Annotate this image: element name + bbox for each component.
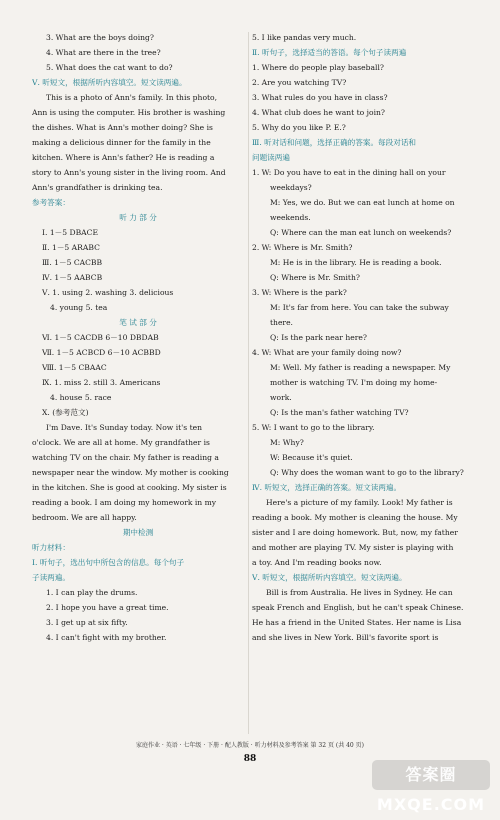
text-line: 3. I get up at six fifty. — [46, 618, 128, 627]
text-line: 5. W: I want to go to the library. — [252, 423, 375, 432]
section-heading: 听 力 部 分 — [119, 213, 157, 222]
text-line: M: He is in the library. He is reading a book. — [270, 258, 442, 267]
text-line: 2. Are you watching TV? — [252, 78, 347, 87]
section-heading: 子读两遍。 — [32, 573, 70, 582]
section-heading: Ⅰ. 听句子，选出句中所包含的信息。每个句子 — [32, 558, 185, 567]
text-line: Ⅳ. 1－5 AABCB — [42, 273, 103, 282]
text-line: Ann is using the computer. His brother is washing — [32, 108, 226, 117]
text-line: work. — [270, 393, 292, 402]
text-line: W: Because it's quiet. — [270, 453, 353, 462]
text-line: 1. W: Do you have to eat in the dining hall on your — [252, 168, 446, 177]
text-line: bedroom. We are all happy. — [32, 513, 137, 522]
section-heading: Ⅲ. 听对话和问题，选择正确的答案。每段对话和 — [252, 138, 417, 147]
text-line: there. — [270, 318, 293, 327]
text-line: He has a friend in the United States. Her name is Lisa — [252, 618, 462, 627]
text-line: kitchen. Where is Ann's father? He is reading a — [32, 153, 215, 162]
text-line: watching TV on the chair. My father is reading a — [32, 453, 219, 462]
page-number: 88 — [243, 754, 257, 764]
section-heading: Ⅳ. 听短文，选择正确的答案。短文读两遍。 — [252, 483, 402, 492]
text-line: 4. What are there in the tree? — [46, 48, 161, 57]
text-line: o'clock. We are all at home. My grandfather is — [32, 438, 210, 447]
right-column — [252, 30, 478, 645]
text-line: 1. I can play the drums. — [46, 588, 138, 597]
text-line: reading a book. I am doing my homework in my — [32, 498, 217, 507]
text-line: Ⅸ. 1. miss 2. still 3. Americans — [42, 378, 161, 387]
text-line: newspaper near the window. My mother is cooking — [32, 468, 229, 477]
text-line: Ⅱ. 1－5 ARABC — [42, 243, 100, 252]
text-line: 4. I can't fight with my brother. — [46, 633, 167, 642]
text-line: Ⅹ. (参考范文) — [42, 408, 89, 417]
text-line: Q: Where is Mr. Smith? — [270, 273, 360, 282]
text-line: 5. Why do you like P. E.? — [252, 123, 346, 132]
text-line: in the kitchen. She is good at cooking. My sister is — [32, 483, 227, 492]
watermark-logo: 答案圈 MXQE.COM — [372, 760, 490, 790]
text-line: This is a photo of Ann's family. In this photo, — [46, 93, 218, 102]
text-line: M: It's far from here. You can take the subway — [270, 303, 449, 312]
text-line: Q: Why does the woman want to go to the library? — [270, 468, 464, 477]
text-line: 1. Where do people play baseball? — [252, 63, 384, 72]
text-line: Ⅵ. 1－5 CACDB 6－10 DBDAB — [42, 333, 159, 342]
section-heading: Ⅴ. 听短文，根据所听内容填空。短文读两遍。 — [32, 78, 187, 87]
text-line: Ⅲ. 1－5 CACBB — [42, 258, 103, 267]
text-line: 4. What club does he want to join? — [252, 108, 385, 117]
text-line: 3. What are the boys doing? — [46, 33, 154, 42]
text-line: 2. W: Where is Mr. Smith? — [252, 243, 353, 252]
text-line: story to Ann's young sister in the living room. And — [32, 168, 226, 177]
section-heading: Ⅱ. 听句子，选择适当的答语。每个句子读两遍 — [252, 48, 407, 57]
text-line: Q: Where can the man eat lunch on weekends? — [270, 228, 452, 237]
text-line: and mother are playing TV. My sister is playing with — [252, 543, 454, 552]
text-line: Ⅰ. 1－5 DBACE — [42, 228, 99, 237]
text-line: 3. What rules do you have in class? — [252, 93, 388, 102]
text-line: 4. young 5. tea — [50, 303, 108, 312]
text-line: and she lives in New York. Bill's favorite sport is — [252, 633, 439, 642]
section-heading: Ⅴ. 听短文，根据所听内容填空。短文读两遍。 — [252, 573, 407, 582]
text-line: weekdays? — [270, 183, 312, 192]
text-line: making a delicious dinner for the family in the — [32, 138, 211, 147]
text-line: I'm Dave. It's Sunday today. Now it's ten — [46, 423, 203, 432]
section-heading: 听力材料： — [32, 543, 70, 552]
section-heading: 参考答案： — [32, 198, 70, 207]
text-line: weekends. — [270, 213, 311, 222]
text-line: M: Yes, we do. But we can eat lunch at home on — [270, 198, 455, 207]
text-line: 4. W: What are your family doing now? — [252, 348, 402, 357]
text-line: Bill is from Australia. He lives in Sydney. He can — [266, 588, 453, 597]
page-footer: 家庭作业 · 英语 · 七年级 · 下册 · 配人教版 · 听力材料及参考答案 第 32 页 (共 40 页) — [135, 742, 364, 749]
text-line: sister and I are doing homework. But, now, my father — [252, 528, 458, 537]
text-line: 4. house 5. race — [50, 393, 112, 402]
text-line: Q: Is the man's father watching TV? — [270, 408, 409, 417]
left-column — [32, 30, 244, 645]
text-line: Ann's grandfather is drinking tea. — [32, 183, 163, 192]
section-heading: 笔 试 部 分 — [119, 318, 157, 327]
section-heading: 问题读两遍 — [252, 153, 290, 162]
text-line: reading a book. My mother is cleaning the house. My — [252, 513, 458, 522]
text-line: M: Well. My father is reading a newspaper. My — [270, 363, 451, 372]
text-line: speak French and English, but he can't speak Chinese. — [252, 603, 464, 612]
text-line: Ⅷ. 1－5 CBAAC — [42, 363, 107, 372]
text-line: 3. W: Where is the park? — [252, 288, 347, 297]
column-divider — [248, 32, 249, 734]
text-line: M: Why? — [270, 438, 304, 447]
text-line: 2. I hope you have a great time. — [46, 603, 169, 612]
text-line: mother is watching TV. I'm doing my home- — [270, 378, 438, 387]
text-line: 5. What does the cat want to do? — [46, 63, 173, 72]
text-line: a toy. And I'm reading books now. — [252, 558, 382, 567]
text-line: Ⅶ. 1－5 ACBCD 6－10 ACBBD — [42, 348, 161, 357]
text-line: the dishes. What is Ann's mother doing? She is — [32, 123, 213, 132]
text-line: Ⅴ. 1. using 2. washing 3. delicious — [42, 288, 174, 297]
text-line: Here's a picture of my family. Look! My father is — [266, 498, 453, 507]
text-line: 5. I like pandas very much. — [252, 33, 357, 42]
text-line: Q: Is the park near here? — [270, 333, 367, 342]
section-heading: 期中检测 — [122, 528, 154, 537]
